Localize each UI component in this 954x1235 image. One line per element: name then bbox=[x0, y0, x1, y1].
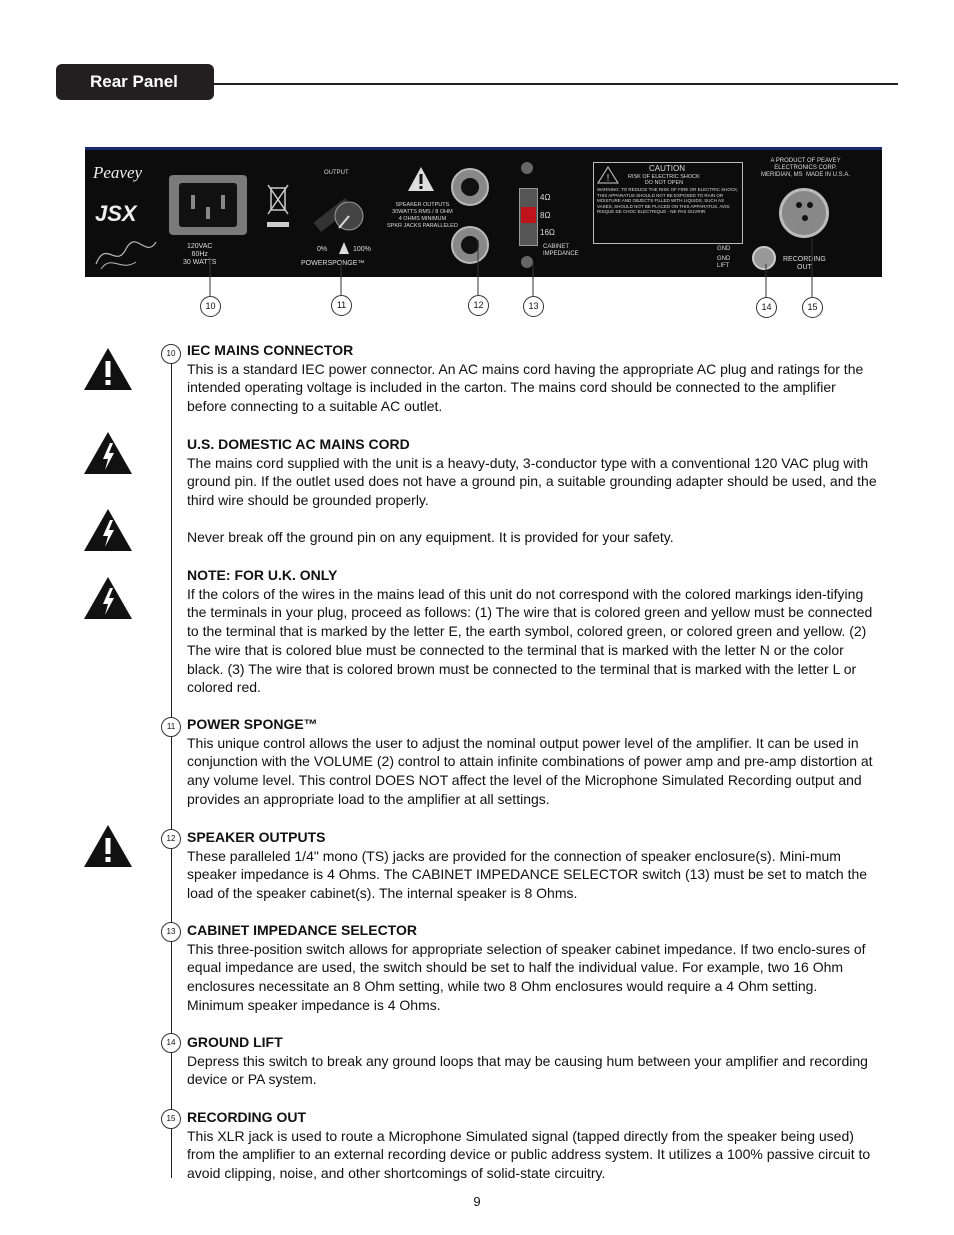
entry-number-14: 14 bbox=[161, 1033, 181, 1053]
product-info: A PRODUCT OF PEAVEY ELECTRONICS CORP. MERIDIAN, MS MADE IN U.S.A. bbox=[761, 158, 851, 178]
entry-body: The mains cord supplied with the unit is a heavy-duty, 3-conductor type with a conventional 120 VAC plug with ground pin. If the outlet used does not have a ground pin, a suitable grounding adapter should be used, and the third wire should be grounded properly. bbox=[187, 454, 877, 509]
svg-text:!: ! bbox=[606, 173, 610, 184]
speaker-output-note: SPEAKER OUTPUTS 30WATTS RMS / 8 OHM 4 OHMS MINIMUM SPKR JACKS PARALLELED bbox=[387, 202, 458, 229]
impedance-8-label: 8Ω bbox=[540, 211, 551, 220]
impedance-4-label: 4Ω bbox=[540, 193, 551, 202]
entry-heading: IEC MAINS CONNECTOR bbox=[187, 342, 354, 358]
sponge-min-label: 0% bbox=[317, 246, 328, 253]
entry-uk-note bbox=[187, 566, 877, 697]
entry-heading: GROUND LIFT bbox=[187, 1034, 283, 1050]
ground-lift-label: GND LIFT bbox=[717, 256, 731, 269]
page-number: 9 bbox=[473, 1194, 481, 1209]
cabinet-impedance-label: CABINET IMPEDANCE bbox=[543, 244, 579, 257]
entry-number-11: 11 bbox=[161, 717, 181, 737]
entry-body: This is a standard IEC power connector. An AC mains cord having the appropriate AC plug and ratings for the intended operating voltage is included in the carton. The mains cord should be connected to the amplifier before connecting to a suitable AC outlet. bbox=[187, 360, 864, 415]
entry-heading: CABINET IMPEDANCE SELECTOR bbox=[187, 922, 417, 938]
entry-recording-out bbox=[187, 1108, 877, 1183]
entry-number-13: 13 bbox=[161, 922, 181, 942]
entry-number-15: 15 bbox=[161, 1109, 181, 1129]
callout-13: 13 bbox=[523, 296, 544, 317]
caution-title: CAUTION bbox=[649, 164, 685, 173]
entry-body: These paralleled 1/4" mono (TS) jacks are provided for the connection of speaker enclosure(s). Mini-mum speaker impedance is 4 Ohms. The CABINET IMPEDANCE SELECTOR switch (13) must be set to match the load of the speaker cabinet(s). The internal speaker is 8 Ohms. bbox=[187, 847, 868, 902]
entry-body: This unique control allows the user to adjust the nominal output power level of the amplifier. It can be used in conjunction with the VOLUME (2) control to attain infinite combinations of power amp and pre-amp distortion at any volume level. This control DOES NOT affect the level of the Microphone Simulated Recording output and provides an appropriate load to the amplifier at all settings. bbox=[187, 734, 873, 807]
power-rating-label: 120VAC 60Hz 30 WATTS bbox=[183, 243, 217, 266]
impedance-16-label: 16Ω bbox=[540, 228, 555, 237]
sponge-max-label: 100% bbox=[353, 246, 371, 253]
electric-shock-icon bbox=[83, 576, 133, 620]
callout-11: 11 bbox=[331, 295, 352, 316]
entry-body: This three-position switch allows for appropriate selection of speaker cabinet impedance. If two enclo-sures of equal impedance are used, the switch should be set to half the individual value. For example, two 16 Ohm enclosures necessitate an 8 Ohm setting, while two 8 Ohm enclosures would require a 4 Ohm setting. Minimum speaker impedance is 4 Ohms. bbox=[187, 940, 866, 1013]
ground-label: GND bbox=[717, 246, 731, 252]
entry-number-12: 12 bbox=[161, 829, 181, 849]
entry-body: Never break off the ground pin on any equipment. It is provided for your safety. bbox=[187, 529, 674, 545]
brand-logo: Peavey bbox=[93, 163, 143, 182]
entry-us-mains-cord bbox=[187, 435, 877, 510]
callout-12: 12 bbox=[468, 295, 489, 316]
entry-iec-mains bbox=[187, 341, 877, 416]
entry-heading: SPEAKER OUTPUTS bbox=[187, 829, 326, 845]
entry-body: If the colors of the wires in the mains lead of this unit do not correspond with the colored markings iden-tifying the terminals in your plug, proceed as follows: (1) The wire that is colored green and yellow must be connected to the terminal that is marked by the letter E, the earth symbol, colored green, or colored green and yellow. (2) The wire that is colored blue must be connected to the terminal that is marked with the letter N or the color black. (3) The wire that is colored brown must be connected to the terminal that is marked with the letter L or colored red. bbox=[187, 585, 873, 696]
entry-body: This XLR jack is used to route a Microphone Simulated signal (tapped directly from the speaker being used) from the amplifier to an external recording device or public address system. It utilizes a 100% passive circuit to avoid clipping, noise, and other shortcomings of solid-state circuitry. bbox=[187, 1127, 871, 1182]
callout-10: 10 bbox=[200, 296, 221, 317]
recording-out-label: RECORDING OUT bbox=[783, 256, 826, 271]
entry-heading: NOTE: FOR U.K. ONLY bbox=[187, 567, 338, 583]
entry-heading: POWER SPONGE™ bbox=[187, 716, 318, 732]
entry-ground-pin-note bbox=[187, 528, 877, 547]
section-title: Rear Panel bbox=[56, 64, 214, 100]
entry-heading: U.S. DOMESTIC AC MAINS CORD bbox=[187, 436, 410, 452]
callout-14: 14 bbox=[756, 297, 777, 318]
powersponge-label: POWERSPONGE™ bbox=[301, 260, 365, 267]
model-logo: JSX bbox=[95, 201, 137, 226]
entry-impedance-selector bbox=[187, 921, 877, 1015]
caution-subtitle: RISK OF ELECTRIC SHOCK DO NOT OPEN bbox=[628, 174, 700, 186]
electric-shock-icon bbox=[83, 431, 133, 475]
caution-exclamation-icon bbox=[83, 824, 133, 868]
entry-number-10: 10 bbox=[161, 344, 181, 364]
entry-body: Depress this switch to break any ground loops that may be causing hum between your amplifier and recording device or PA system. bbox=[187, 1052, 868, 1088]
entry-power-sponge bbox=[187, 715, 877, 809]
caution-exclamation-icon bbox=[83, 347, 133, 391]
entry-heading: RECORDING OUT bbox=[187, 1109, 306, 1125]
entry-ground-lift bbox=[187, 1033, 877, 1089]
output-label: OUTPUT bbox=[324, 170, 349, 176]
warning-text: WARNING: TO REDUCE THE RISK OF FIRE OR ELECTRIC SHOCK, THIS APPARATUS SHOULD NOT BE EXPOSED TO RAIN OR MOISTURE AND OBJECTS FILLED WITH LIQUIDS, SUCH AS VASES, SHOULD NOT BE PLACED ON THIS APPARATUS. AVIS: RISQUE DE CHOC ELECTRIQUE - NE PAS OUVRIR. bbox=[597, 187, 739, 215]
callout-leader-lines bbox=[0, 0, 954, 320]
entry-speaker-outputs bbox=[187, 828, 877, 903]
electric-shock-icon bbox=[83, 508, 133, 552]
callout-15: 15 bbox=[802, 297, 823, 318]
content-vertical-rule bbox=[171, 350, 172, 1178]
